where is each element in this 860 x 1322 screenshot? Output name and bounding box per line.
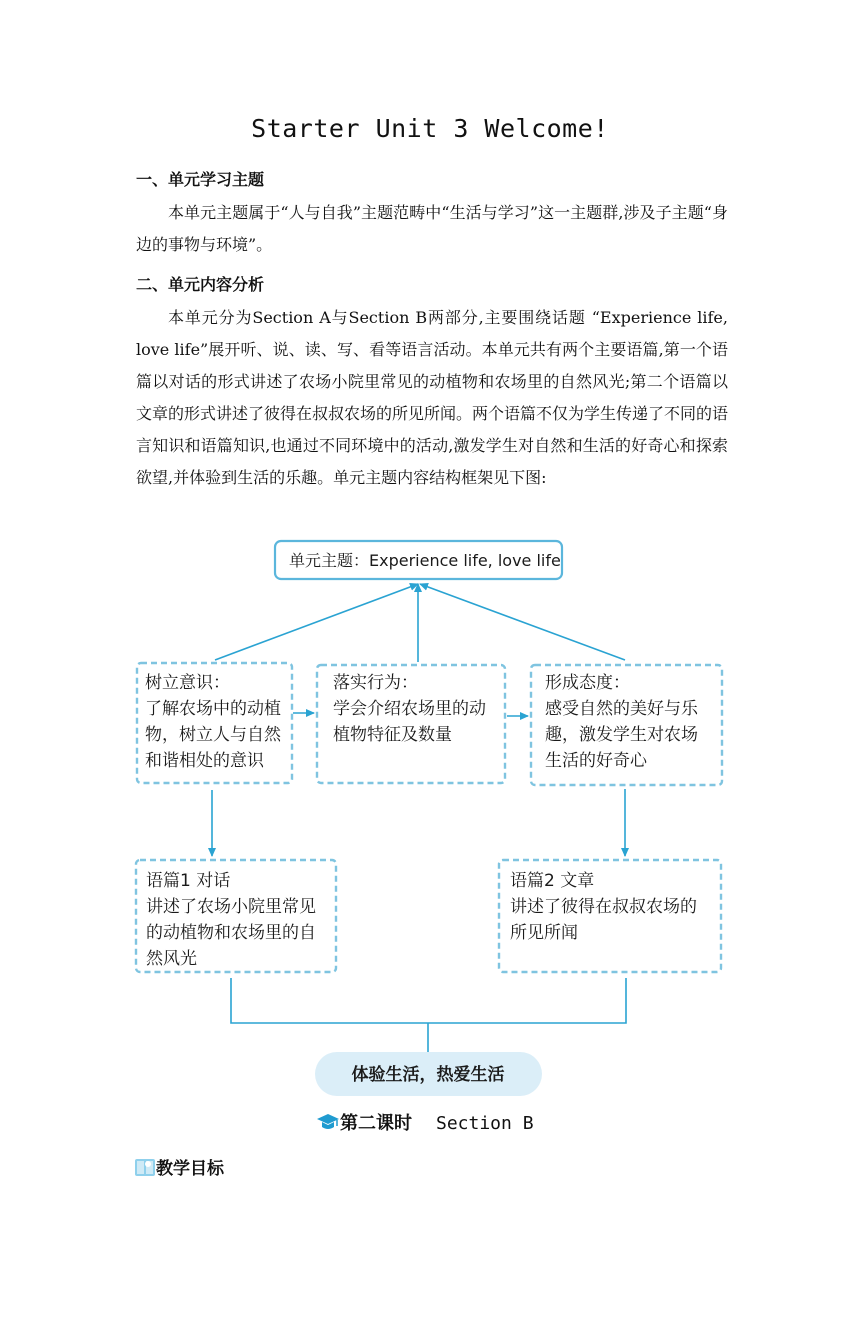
page-title: Starter Unit 3 Welcome! [251,114,609,143]
box-passage-1-line: 的动植物和农场里的自 [146,923,316,943]
unit-structure-diagram [0,530,860,1110]
section-heading-theme: 一、单元学习主题 [136,170,265,189]
box-action-line: 学会介绍农场里的动 [333,699,486,719]
box-passage-2-line: 讲述了彼得在叔叔农场的 [510,897,697,917]
box-attitude-line: 形成态度： [545,673,630,693]
arrow-box3-to-theme [420,584,625,660]
theme-box-text: 单元主题：Experience life, love life [289,551,561,570]
box-awareness-line: 树立意识： [145,673,230,693]
teaching-book-icon [134,1156,156,1178]
graduation-cap-icon [316,1112,340,1132]
box-passage-1-line: 讲述了农场小院里常见 [146,897,316,917]
lesson-section: Section B [436,1113,534,1134]
theme-text: 本单元主题属于“人与自我”主题范畴中“生活与学习”这一主题群,涉及子主题“身边的事物与环境”。 [136,203,728,254]
box-awareness-line: 了解农场中的动植 [145,699,281,719]
box-action-line: 植物特征及数量 [333,725,452,745]
analysis-text: 本单元分为Section A与Section B两部分,主要围绕话题 “Experience life, love life”展开听、说、读、写、看等语言活动。本单元共有两个主要语篇,第一个语篇以对话的形式讲述了农场小院里常见的动植物和农场里的自然风光;第二个语篇以文章的形式讲述了彼得在叔叔农场的所见所闻。两个语篇不仅为学生传递了不同的语言知识和语篇知识,也通过不同环境中的活动,激发学生对自然和生活的好奇心和探索欲望,并体验到生活的乐趣。单元主题内容结构框架见下图: [136,308,729,487]
teaching-goal-heading [134,1154,224,1179]
section-analysis-paragraph [136,302,728,494]
box-passage-2-line: 语篇2 文章 [510,871,595,891]
box-passage-1-line: 然风光 [146,949,197,969]
lesson-heading [316,1109,534,1135]
box-attitude-line: 生活的好奇心 [545,751,647,771]
box-passage-1-line: 语篇1 对话 [146,871,231,891]
summary-pill-text: 体验生活，热爱生活 [351,1065,505,1085]
section-heading-analysis: 二、单元内容分析 [136,275,265,294]
arrow-box1-to-theme [215,584,418,660]
teaching-goal-label: 教学目标 [156,1159,224,1179]
lesson-title: 第二课时 [340,1113,412,1134]
box-action-line: 落实行为： [333,673,418,693]
box-passage-2-line: 所见所闻 [510,923,578,943]
box-attitude-line: 感受自然的美好与乐 [545,699,698,719]
box-attitude-line: 趣，激发学生对农场 [545,725,698,745]
bracket-connector [231,978,626,1023]
section-theme-paragraph [136,197,728,261]
box-awareness-line: 和谐相处的意识 [145,751,264,771]
box-awareness-line: 物，树立人与自然 [145,725,281,745]
